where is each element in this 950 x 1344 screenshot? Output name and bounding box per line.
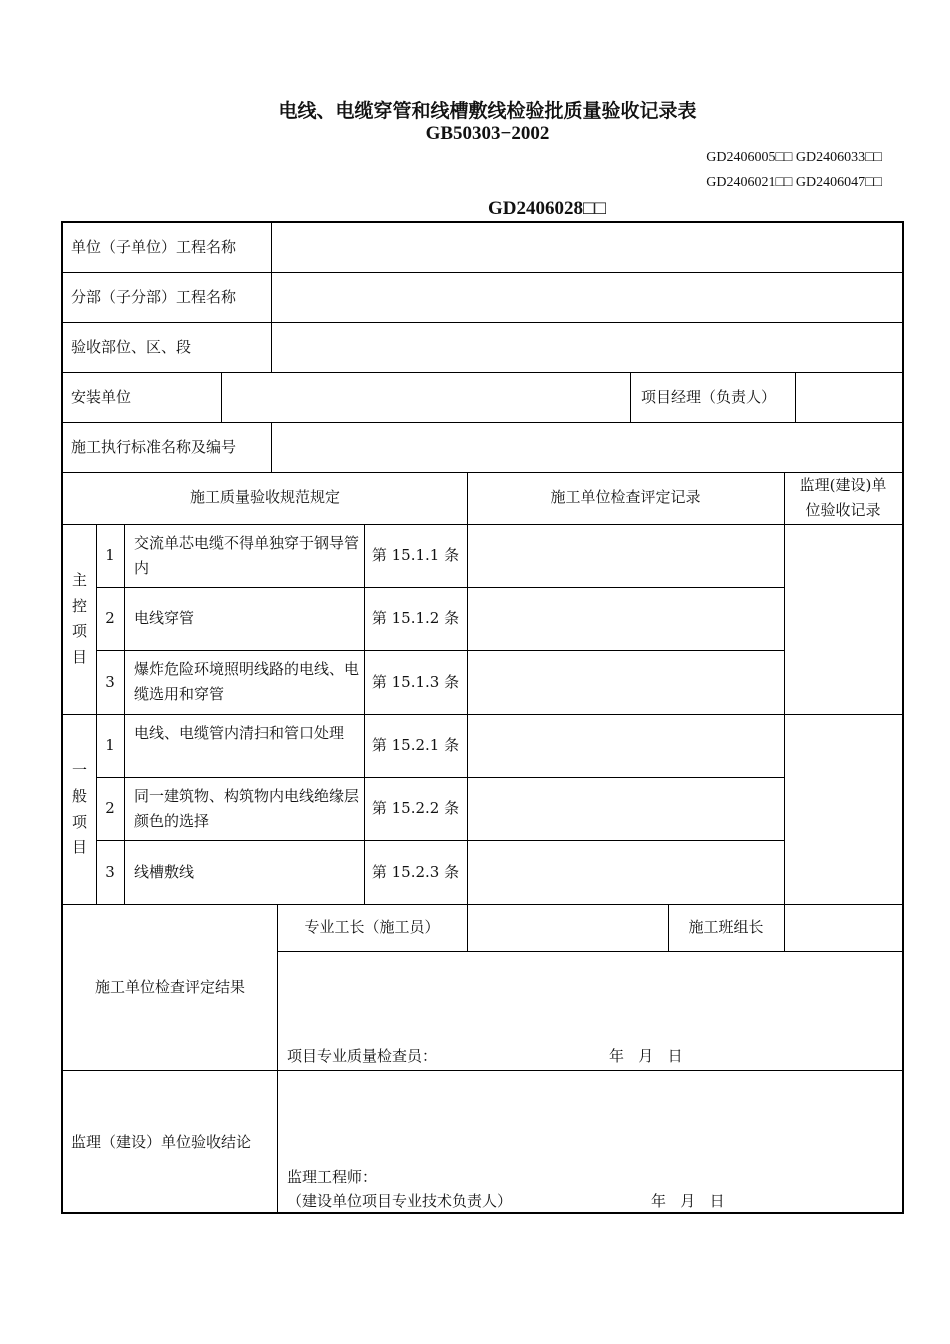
form-codes-line-1: GD2406005□□ GD2406033□□ xyxy=(706,150,882,165)
general-item-description: 线槽敷线 xyxy=(134,863,195,881)
main-item-description: 爆炸危险环境照明线路的电线、电缆选用和穿管 xyxy=(134,660,360,703)
result-date-label: 年 月 日 xyxy=(609,1047,683,1065)
check-record-header: 施工单位检查评定记录 xyxy=(550,488,701,506)
general-item-number: 3 xyxy=(105,863,115,881)
general-item-clause: 第 15.2.1 条 xyxy=(371,736,460,754)
general-item-description: 同一建筑物、构筑物内电线绝缘层颜色的选择 xyxy=(134,787,360,830)
main-item-clause: 第 15.1.3 条 xyxy=(371,673,460,691)
general-items-label-char: 一 xyxy=(71,761,87,779)
general-items-label-char: 项 xyxy=(71,813,87,831)
main-item-number: 2 xyxy=(105,609,115,627)
main-item-description: 交流单芯电缆不得单独穿于钢导管内 xyxy=(134,534,360,577)
general-item-number: 2 xyxy=(105,799,115,817)
supervising-engineer-label: 监理工程师： xyxy=(287,1168,378,1186)
supervision-conclusion-label: 监理（建设）单位验收结论 xyxy=(71,1133,252,1151)
project-manager-label: 项目经理（负责人） xyxy=(641,388,777,406)
foreman-label: 专业工长（施工员） xyxy=(304,918,440,936)
main-item-number: 1 xyxy=(105,546,115,564)
general-items-label-char: 目 xyxy=(71,838,87,856)
general-items-label-char: 般 xyxy=(71,787,87,805)
main-items-label-char: 目 xyxy=(71,648,87,666)
form-codes-line-2: GD2406021□□ GD2406047□□ xyxy=(706,175,882,190)
supervisor-header-line-2: 位验收记录 xyxy=(805,501,881,519)
general-item-number: 1 xyxy=(105,736,115,754)
document-title: 电线、电缆穿管和线槽敷线检验批质量验收记录表 xyxy=(278,100,697,122)
general-item-description: 电线、电缆管内清扫和管口处理 xyxy=(134,724,345,742)
supervisor-header-line-1: 监理(建设)单 xyxy=(799,476,887,494)
record-table xyxy=(61,221,904,1214)
installer-label: 安装单位 xyxy=(71,388,132,406)
acceptance-part-label: 验收部位、区、段 xyxy=(71,338,192,356)
main-item-clause: 第 15.1.1 条 xyxy=(371,546,460,564)
main-items-label-char: 项 xyxy=(71,622,87,640)
standard-number: GB50303−2002 xyxy=(425,123,550,144)
conclusion-date-label: 年 月 日 xyxy=(651,1192,725,1210)
main-form-code: GD2406028□□ xyxy=(488,198,606,219)
quality-inspector-label: 项目专业质量检查员： xyxy=(287,1047,438,1065)
main-items-label-char: 控 xyxy=(71,597,87,615)
main-item-description: 电线穿管 xyxy=(134,609,195,627)
main-item-number: 3 xyxy=(105,673,115,691)
main-items-label-char: 主 xyxy=(71,571,87,589)
owner-representative-label: （建设单位项目专业技术负责人） xyxy=(287,1192,513,1210)
team-leader-label: 施工班组长 xyxy=(688,918,764,936)
general-item-clause: 第 15.2.2 条 xyxy=(371,799,460,817)
construction-standard-label: 施工执行标准名称及编号 xyxy=(71,438,237,456)
sub-project-name-label: 分部（子分部）工程名称 xyxy=(71,288,237,306)
unit-project-name-label: 单位（子单位）工程名称 xyxy=(71,238,237,256)
general-item-clause: 第 15.2.3 条 xyxy=(371,863,460,881)
construction-result-label: 施工单位检查评定结果 xyxy=(94,978,245,996)
main-item-clause: 第 15.1.2 条 xyxy=(371,609,460,627)
spec-header: 施工质量验收规范规定 xyxy=(189,488,340,506)
